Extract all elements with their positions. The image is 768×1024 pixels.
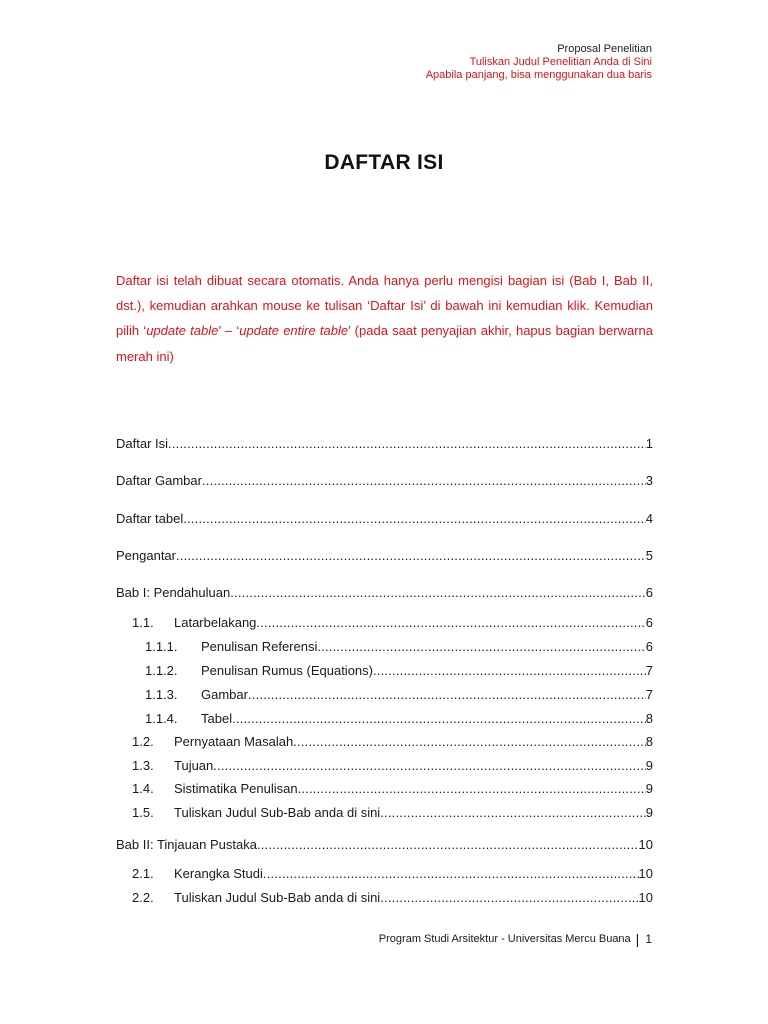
instruction-text-3: ’ (pada saat penyajian akhir, hapus bagian berwarna merah ini) (116, 323, 653, 364)
footer-page-number: 1 (645, 932, 652, 946)
toc-leader-dots (263, 866, 639, 881)
toc-entry-1-5[interactable] (116, 805, 653, 823)
toc-page-number: 8 (645, 734, 653, 749)
toc-entry-1-1-2[interactable] (116, 663, 653, 681)
toc-leader-dots (257, 837, 639, 852)
toc-page-number: 7 (645, 687, 653, 702)
toc-page-number: 3 (645, 473, 653, 488)
header-doc-type: Proposal Penelitian (557, 43, 652, 55)
toc-leader-dots (202, 473, 646, 488)
toc-entry-2-1[interactable] (116, 866, 653, 884)
toc-entry-daftar-isi[interactable] (116, 436, 653, 454)
toc-page-number: 9 (645, 758, 653, 773)
toc-page-number: 9 (645, 781, 653, 796)
toc-entry-text: Pengantar (116, 548, 176, 563)
toc-section-number: 1.1.2. (145, 663, 178, 678)
toc-entry-1-2[interactable] (116, 734, 653, 752)
toc-section-number: 1.2. (132, 734, 154, 749)
toc-page-number: 4 (645, 511, 653, 526)
toc-leader-dots (232, 711, 646, 726)
toc-entry-1-4[interactable] (116, 781, 653, 799)
toc-entry-bab-2[interactable] (116, 837, 653, 855)
toc-leader-dots (256, 615, 645, 630)
toc-entry-text: Daftar Isi (116, 436, 169, 451)
toc-leader-dots (168, 436, 646, 451)
toc-section-number: 2.2. (132, 890, 154, 905)
toc-leader-dots (248, 687, 646, 702)
instruction-italic-update-table: update table (146, 323, 219, 339)
toc-leader-dots (380, 890, 638, 905)
toc-section-number: 1.1.4. (145, 711, 178, 726)
toc-entry-text: Tuliskan Judul Sub-Bab anda di sini (174, 890, 381, 905)
toc-entry-text: Daftar tabel (116, 511, 184, 526)
toc-section-number: 2.1. (132, 866, 154, 881)
toc-section-number: 1.5. (132, 805, 154, 820)
header-title-placeholder: Tuliskan Judul Penelitian Anda di Sini (469, 56, 652, 68)
toc-entry-pengantar[interactable] (116, 548, 653, 566)
toc-page-number: 10 (638, 837, 653, 852)
page-footer (379, 932, 652, 946)
toc-section-number: 1.4. (132, 781, 154, 796)
toc-entry-text: Latarbelakang (174, 615, 257, 630)
toc-page-number: 9 (645, 805, 653, 820)
toc-page-number: 6 (645, 615, 653, 630)
toc-entry-text: Penulisan Referensi (201, 639, 318, 654)
toc-entry-text: Tuliskan Judul Sub-Bab anda di sini (174, 805, 381, 820)
toc-leader-dots (293, 734, 646, 749)
instruction-note (116, 268, 653, 369)
toc-section-number: 1.1.3. (145, 687, 178, 702)
instruction-italic-update-entire-table: update entire table (239, 323, 349, 339)
toc-page-number: 8 (645, 711, 653, 726)
toc-entry-1-1-1[interactable] (116, 639, 653, 657)
toc-section-number: 1.1.1. (145, 639, 178, 654)
toc-page-number: 1 (645, 436, 653, 451)
toc-entry-1-1-3[interactable] (116, 687, 653, 705)
toc-entry-text: Sistimatika Penulisan (174, 781, 298, 796)
toc-leader-dots (373, 663, 646, 678)
toc-leader-dots (317, 639, 645, 654)
toc-entry-text: Tujuan (174, 758, 214, 773)
toc-entry-text: Tabel (201, 711, 233, 726)
toc-entry-1-1-4[interactable] (116, 711, 653, 729)
footer-separator: | (635, 930, 640, 947)
toc-leader-dots (176, 548, 646, 563)
toc-page-number: 5 (645, 548, 653, 563)
toc-leader-dots (183, 511, 646, 526)
header-title-note: Apabila panjang, bisa menggunakan dua baris (425, 69, 652, 81)
toc-section-number: 1.1. (132, 615, 154, 630)
toc-entry-text: Kerangka Studi (174, 866, 263, 881)
toc-entry-text: Bab I: Pendahuluan (116, 585, 231, 600)
toc-entry-2-2[interactable] (116, 890, 653, 908)
toc-entry-text: Penulisan Rumus (Equations) (201, 663, 373, 678)
toc-entry-bab-1[interactable] (116, 585, 653, 603)
toc-entry-1-3[interactable] (116, 758, 653, 776)
toc-entry-daftar-gambar[interactable] (116, 473, 653, 491)
toc-section-number: 1.3. (132, 758, 154, 773)
toc-entry-daftar-tabel[interactable] (116, 511, 653, 529)
toc-leader-dots (298, 781, 646, 796)
toc-entry-text: Bab II: Tinjauan Pustaka (116, 837, 257, 852)
toc-entry-text: Daftar Gambar (116, 473, 202, 488)
instruction-text-1: Daftar isi telah dibuat secara otomatis. Anda hanya perlu mengisi bagian isi (Bab I, Bab II, dst.), kemudian arahkan mouse ke tulisan ‘Daftar Isi’ di bawah ini kemudian klik. Kemudian pilih ‘ (116, 273, 653, 339)
toc-page-number: 10 (638, 866, 653, 881)
page-header (426, 43, 652, 82)
toc-page-number: 7 (645, 663, 653, 678)
toc-entry-text: Gambar (201, 687, 248, 702)
toc-page-number: 6 (645, 639, 653, 654)
toc-entry-text: Pernyataan Masalah (174, 734, 294, 749)
toc-entry-1-1[interactable] (116, 615, 653, 633)
footer-program-text: Program Studi Arsitektur - Universitas Mercu Buana (378, 933, 631, 945)
toc-leader-dots (380, 805, 646, 820)
toc-leader-dots (230, 585, 646, 600)
toc-leader-dots (213, 758, 645, 773)
toc-page-number: 10 (638, 890, 653, 905)
instruction-text-2: ’ – ‘ (218, 323, 240, 339)
toc-page-number: 6 (645, 585, 653, 600)
page-title: DAFTAR ISI (324, 151, 444, 174)
